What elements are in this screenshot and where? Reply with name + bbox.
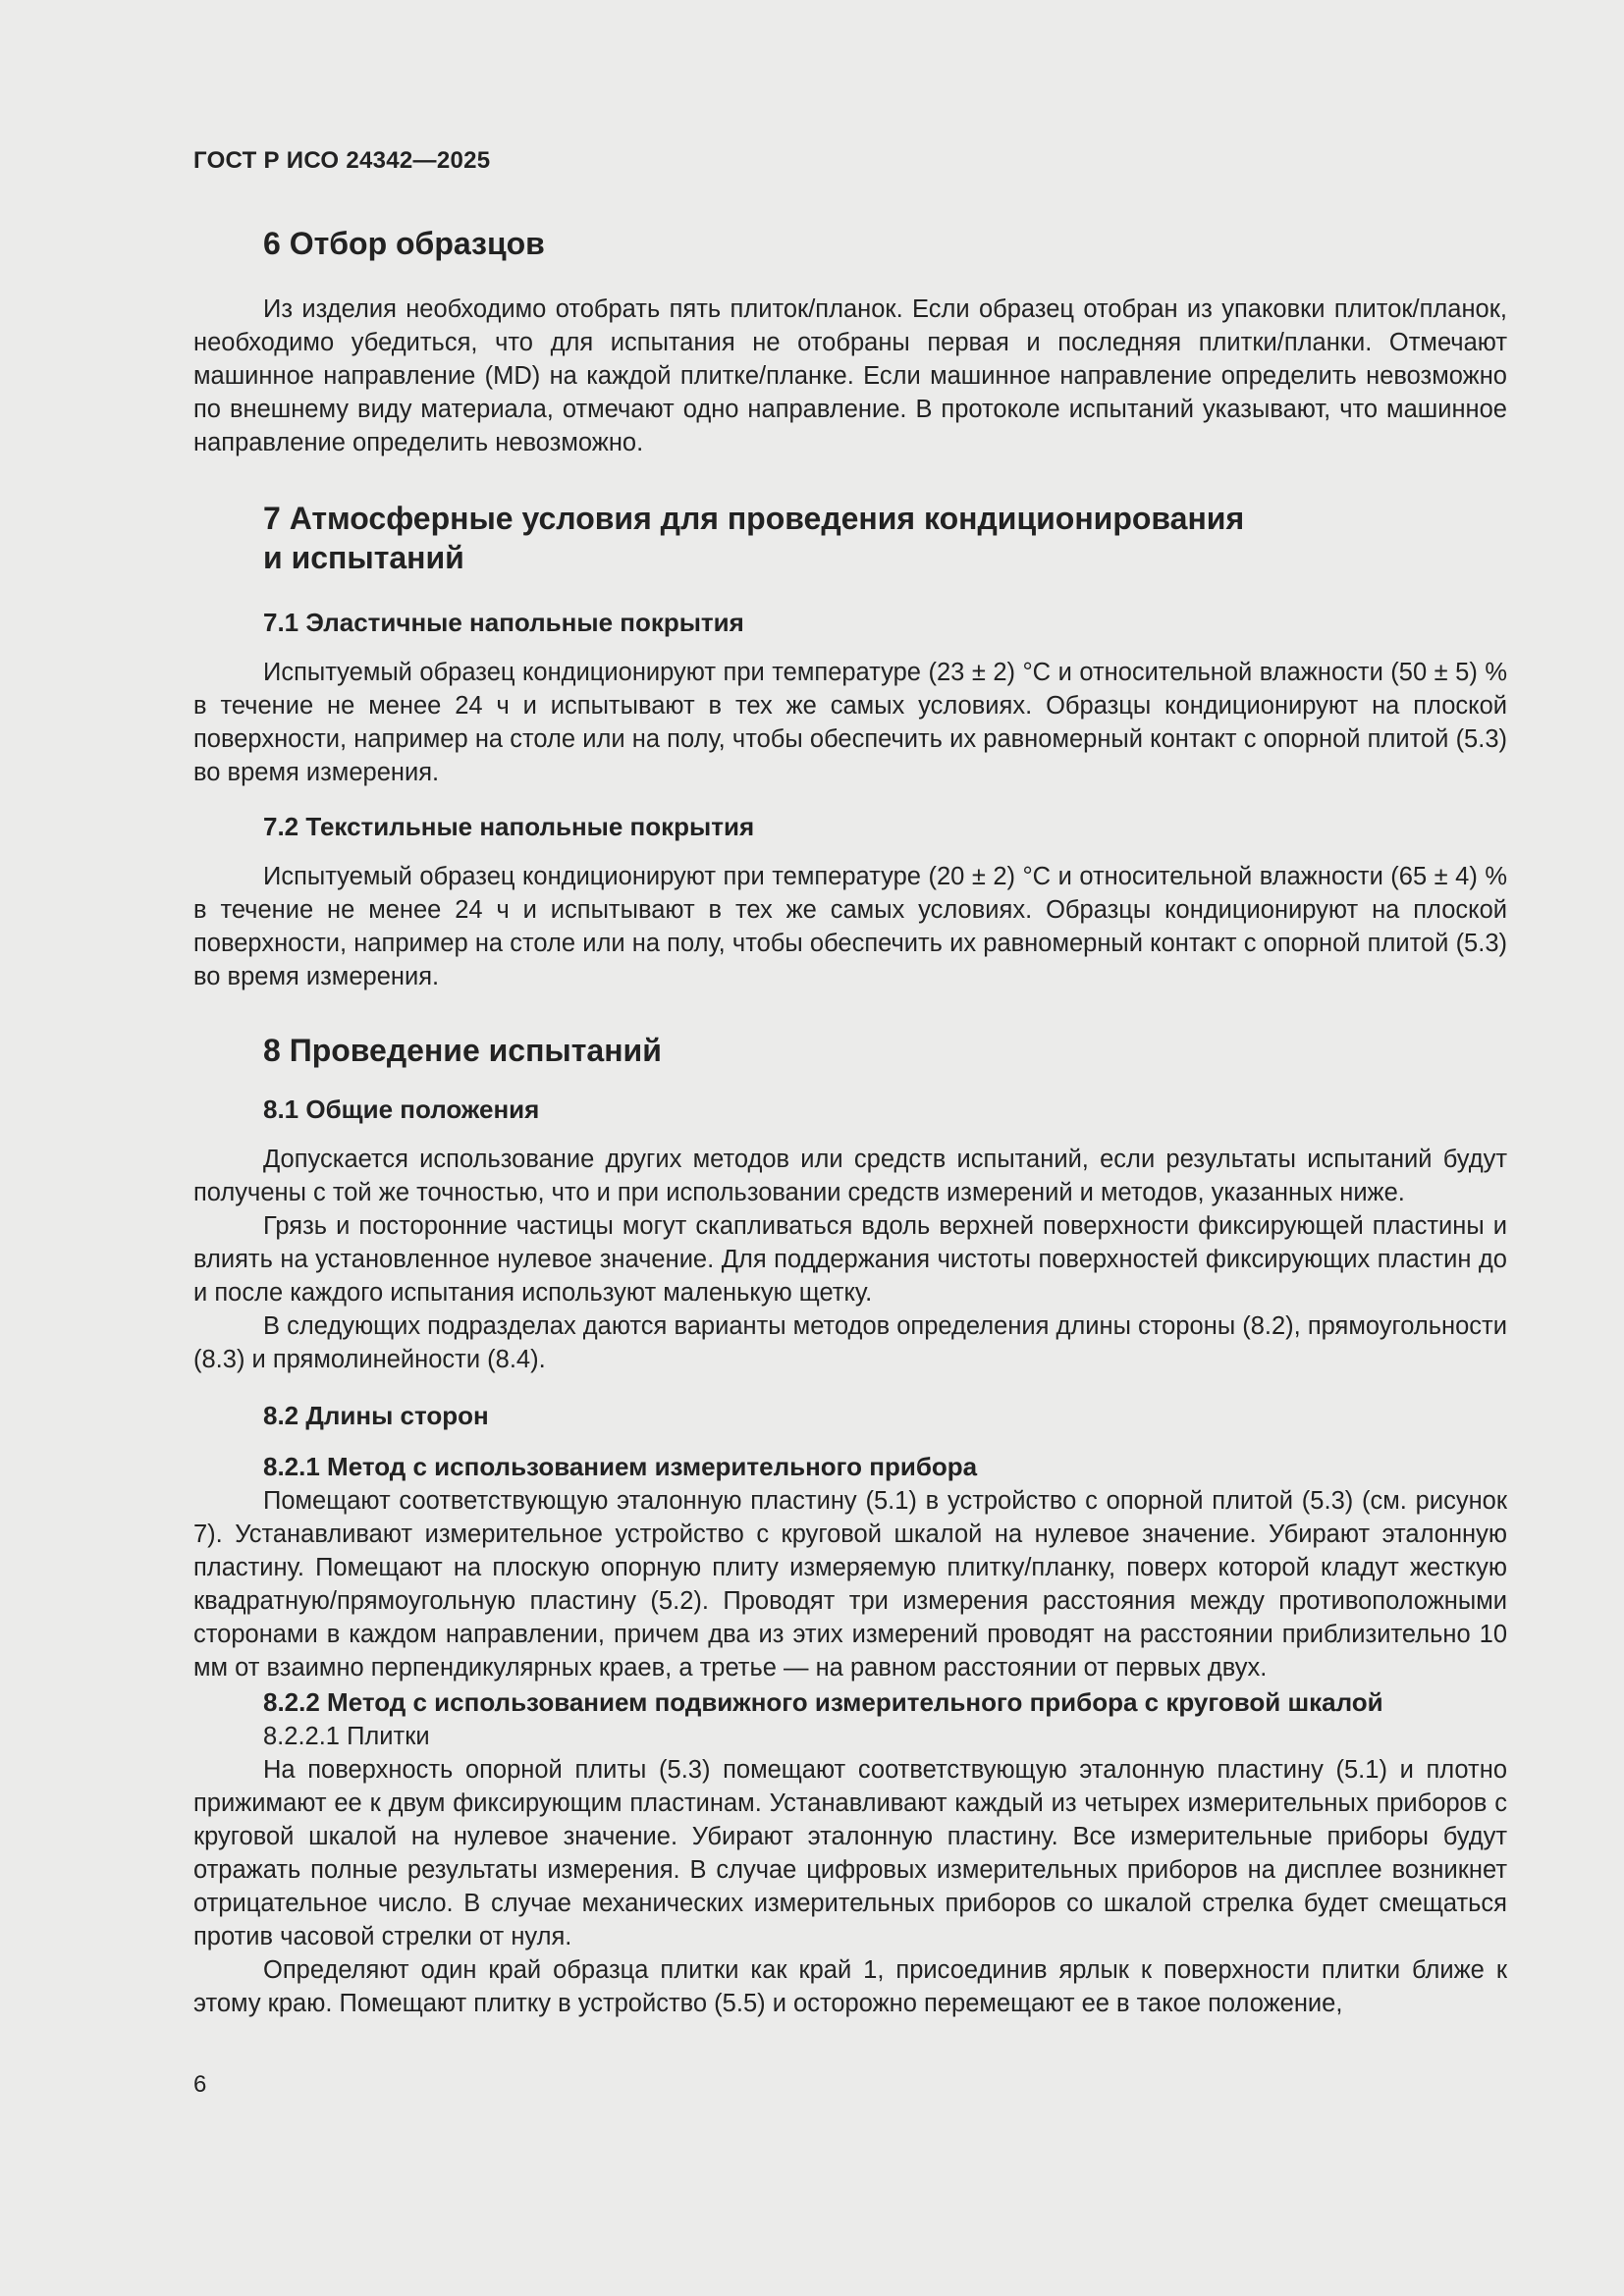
section-6-paragraph: Из изделия необходимо отобрать пять плиток/планок. Если образец отобран из упаковки плиток/планок, необходимо убедиться, что для испытания не отобраны первая и последняя плитки/планки. Отмечают машинное направление (MD) на каждой плитке/планке. Если машинное направление определить невозможно по внешнему виду материала, отмечают одно направление. В протоколе испытаний указывают, что машинное направление определить невозможно. xyxy=(193,295,1507,456)
section-8-2-2-1-paragraph-1: На поверхность опорной плиты (5.3) помещают соответствующую эталонную пластину (5.1) и плотно прижимают ее к двум фиксирующим пластинам. Устанавливают каждый из четырех измерительных приборов с круговой шкалой на нулевое значение. Убирают эталонную пластину. Все измерительные приборы будут отражать полные результаты измерения. В случае цифровых измерительных приборов на дисплее возникнет отрицательное число. В случае механических измерительных приборов со шкалой стрелка будет смещаться против часовой стрелки от нуля. xyxy=(193,1756,1507,1950)
section-8-1-paragraph-1: Допускается использование других методов или средств испытаний, если результаты испытаний будут получены с той же точностью, что и при использовании средств измерений и методов, указанных ниже. xyxy=(193,1146,1507,1206)
section-8-1-paragraph-2: Грязь и посторонние частицы могут скапливаться вдоль верхней поверхности фиксирующей пластины и влиять на установленное нулевое значение. Для поддержания чистоты поверхностей фиксирующих пластин до и после каждого испытания используют маленькую щетку. xyxy=(193,1212,1507,1307)
section-8-2-title: 8.2 Длины сторон xyxy=(263,1401,489,1430)
section-8-2-1-paragraph: Помещают соответствующую эталонную пластину (5.1) в устройство с опорной плитой (5.3) (см. рисунок 7). Устанавливают измерительное устройство с круговой шкалой на нулевое значение. Убирают эталонную пластину. Помещают на плоскую опорную плиту измеряемую плитку/планку, поверх которой кладут жесткую квадратную/прямоугольную пластину (5.2). Проводят три измерения расстояния между противоположными сторонами в каждом направлении, причем два из этих измерений проводят на расстоянии приблизительно 10 мм от взаимно перпендикулярных краев, а третье — на равном расстоянии от первых двух. xyxy=(193,1487,1507,1682)
section-8-1-title: 8.1 Общие положения xyxy=(263,1095,540,1124)
section-7-1-title: 7.1 Эластичные напольные покрытия xyxy=(263,608,744,637)
section-7-2-title: 7.2 Текстильные напольные покрытия xyxy=(263,812,755,841)
section-8-1-paragraph-3: В следующих подразделах даются варианты методов определения длины стороны (8.2), прямоугольности (8.3) и прямолинейности (8.4). xyxy=(193,1312,1507,1373)
section-7-1-paragraph: Испытуемый образец кондиционируют при температуре (23 ± 2) °С и относительной влажности (50 ± 5) % в течение не менее 24 ч и испытывают в тех же самых условиях. Образцы кондиционируют на плоской поверхности, например на столе или на полу, чтобы обеспечить их равномерный контакт с опорной плитой (5.3) во время измерения. xyxy=(193,659,1507,786)
section-7-2-paragraph: Испытуемый образец кондиционируют при температуре (20 ± 2) °С и относительной влажности (65 ± 4) % в течение не менее 24 ч и испытывают в тех же самых условиях. Образцы кондиционируют на плоской поверхности, например на столе или на полу, чтобы обеспечить их равномерный контакт с опорной плитой (5.3) во время измерения. xyxy=(193,863,1507,990)
section-8-title: 8 Проведение испытаний xyxy=(263,1033,662,1068)
document-header: ГОСТ Р ИСО 24342—2025 xyxy=(193,147,491,174)
section-8-2-2-title: 8.2.2 Метод с использованием подвижного измерительного прибора с круговой шкалой xyxy=(263,1687,1383,1717)
section-6-title: 6 Отбор образцов xyxy=(263,226,545,261)
section-8-2-2-1-paragraph-2: Определяют один край образца плитки как край 1, присоединив ярлык к поверхности плитки ближе к этому краю. Помещают плитку в устройство (5.5) и осторожно перемещают ее в такое положение, xyxy=(193,1956,1507,2017)
section-8-2-2-1-title: 8.2.2.1 Плитки xyxy=(263,1723,430,1750)
section-8-2-1-title: 8.2.1 Метод с использованием измерительного прибора xyxy=(263,1452,978,1481)
page-number: 6 xyxy=(193,2071,207,2098)
section-7-title-line2: и испытаний xyxy=(263,540,464,575)
document-body xyxy=(193,224,1507,2020)
section-7-title-line1: 7 Атмосферные условия для проведения кондиционирования xyxy=(263,501,1245,536)
